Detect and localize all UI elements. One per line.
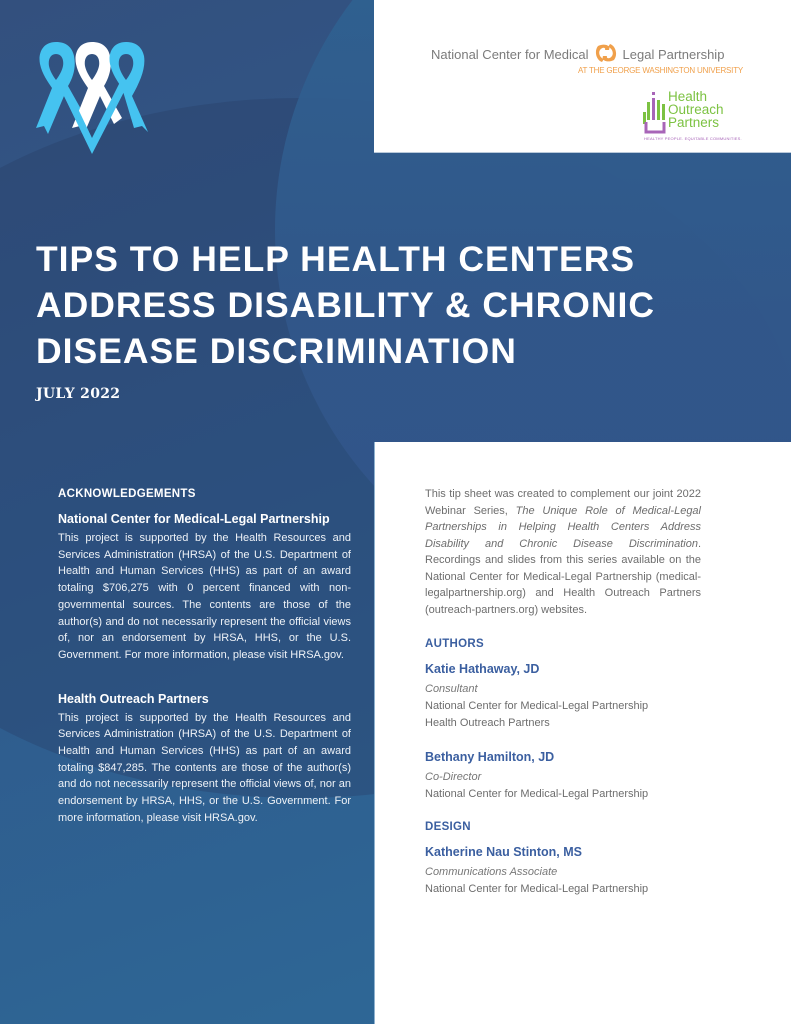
author-name: Bethany Hamilton, JD [425, 750, 555, 764]
designer-name: Katherine Nau Stinton, MS [425, 845, 582, 859]
nclp-name-after: Legal Partnership [622, 47, 725, 62]
hop-line2: Outreach [668, 102, 724, 117]
intro-text: This tip sheet was created to complement our joint 2022 Webinar Series, [425, 488, 701, 517]
hop-tagline: HEALTHY PEOPLE. EQUITABLE COMMUNITIES. [644, 136, 742, 141]
hand-bars-icon [642, 92, 666, 141]
design-heading: DESIGN [425, 821, 471, 833]
acknowledgement-block [58, 692, 351, 827]
credits-section [425, 486, 701, 916]
author-org: National Center for Medical-Legal Partnership [425, 788, 649, 800]
acknowledgement-block [58, 512, 351, 664]
author-role: Consultant [425, 683, 478, 695]
author-role: Co-Director [425, 771, 482, 783]
author-org: National Center for Medical-Legal Partnership [425, 700, 649, 712]
author-entry [425, 662, 701, 732]
designer-entry [425, 845, 701, 898]
acknowledgement-text: This project is supported by the Health Resources and Services Administration (HRSA) of the U.S. Department of Health and Human Services (HHS) as part of an award totaling $847,285. The contents are those of the author(s) and do not necessarily represent the official views of, nor an endorsement by HRSA, HHS, or the U.S. Government. For more information, please visit HRSA.gov. [58, 711, 351, 824]
hop-line1: Health [668, 89, 708, 104]
acknowledgement-org: Health Outreach Partners [58, 691, 209, 706]
webinar-series-title: The Unique Role of Medical-Legal Partnerships in Helping Health Centers Address Disability and Chronic Disease Discrimination [425, 504, 701, 550]
publication-date: JULY 2022 [36, 386, 121, 402]
author-entry [425, 750, 701, 803]
intro-paragraph [425, 486, 701, 618]
nclp-logo [431, 44, 744, 84]
hop-line3: Partners [668, 115, 720, 130]
page-title [36, 236, 736, 374]
nclp-swirl-icon [595, 44, 617, 65]
acknowledgement-org: National Center for Medical-Legal Partnership [58, 512, 330, 526]
nclp-subtitle: AT THE GEORGE WASHINGTON UNIVERSITY [578, 66, 744, 75]
acknowledgements-heading: ACKNOWLEDGEMENTS [58, 488, 196, 500]
author-org: Health Outreach Partners [425, 717, 550, 729]
awareness-ribbons-icon [34, 42, 150, 154]
author-name: Katie Hathaway, JD [425, 662, 540, 676]
designer-org: National Center for Medical-Legal Partnership [425, 883, 649, 895]
nclp-name: National Center for Medical [431, 47, 589, 62]
authors-heading: AUTHORS [425, 638, 484, 650]
designer-role: Communications Associate [425, 866, 558, 878]
title-line-1: TIPS TO HELP HEALTH CENTERS [36, 239, 636, 279]
intro-text-continued: . Recordings and slides from this series available on the National Center for Medical-Legal Partnership (medical-legalpartnership.org) and Health Outreach Partners (outreach-partners.org) websites. [425, 537, 701, 616]
acknowledgements-section [58, 488, 351, 827]
title-line-3: DISEASE DISCRIMINATION [36, 331, 517, 371]
acknowledgement-text: This project is supported by the Health Resources and Services Administration (HRSA) of the U.S. Department of Health and Human Services (HHS) as part of an award totaling $706,275 with 0 percent financed with non-governmental sources. The contents are those of the author(s) and do not necessarily represent the official views of, nor an endorsement by HRSA, HHS, or the U.S. Government. For more information, please visit HRSA.gov. [58, 532, 351, 661]
hop-logo [642, 90, 742, 142]
title-line-2: ADDRESS DISABILITY & CHRONIC [36, 285, 656, 325]
